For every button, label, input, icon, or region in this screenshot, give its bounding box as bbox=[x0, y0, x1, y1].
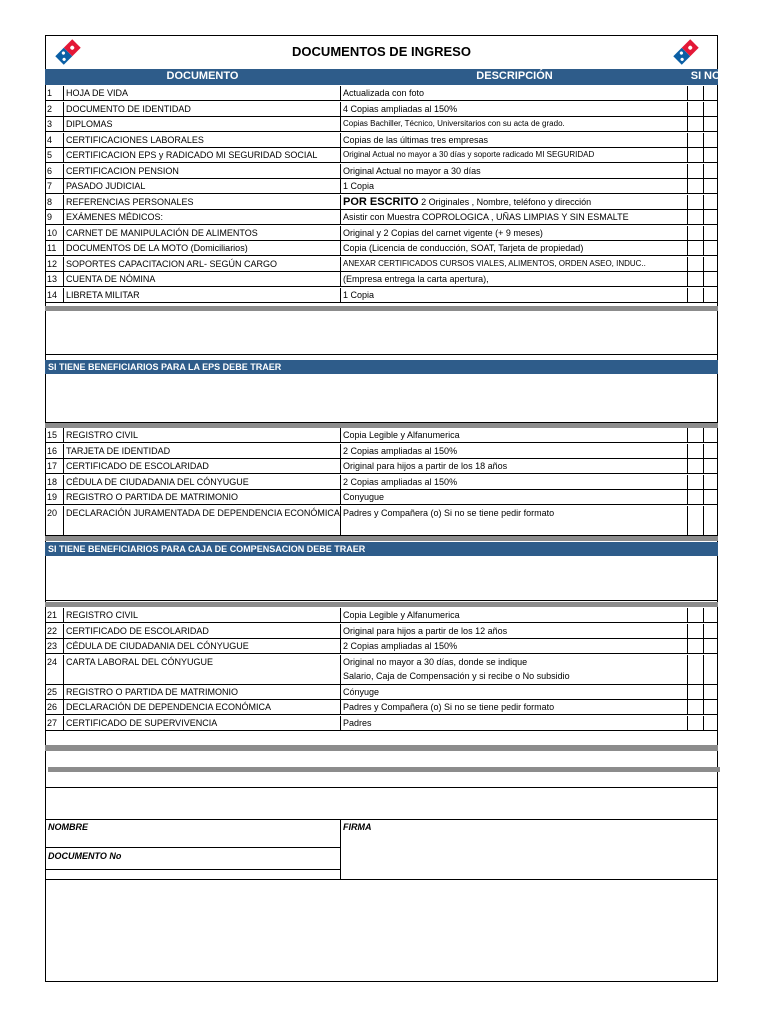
no-checkbox[interactable] bbox=[704, 241, 718, 256]
si-checkbox[interactable] bbox=[688, 444, 704, 459]
si-checkbox[interactable] bbox=[688, 506, 704, 536]
description-text: Original Actual no mayor a 30 días y soporte radicado MI SEGURIDAD bbox=[343, 150, 595, 159]
col-documento: DOCUMENTO bbox=[166, 70, 239, 82]
document-name: REGISTRO O PARTIDA DE MATRIMONIO bbox=[64, 685, 341, 700]
si-checkbox[interactable] bbox=[688, 117, 704, 132]
si-checkbox[interactable] bbox=[688, 86, 704, 101]
divider bbox=[45, 819, 718, 820]
description-text: 2 Copias ampliadas al 150% bbox=[343, 641, 458, 651]
description-text: 1 Copia bbox=[343, 181, 375, 191]
row-number: 5 bbox=[45, 148, 64, 163]
description-text: Original y 2 Copias del carnet vigente (+ 9 meses) bbox=[343, 227, 543, 238]
description-text: 1 Copia bbox=[343, 289, 375, 300]
document-description bbox=[341, 195, 688, 210]
document-name: CERTIFICADO DE ESCOLARIDAD bbox=[64, 459, 341, 474]
description-text: Copias de las últimas tres empresas bbox=[343, 134, 489, 145]
document-description bbox=[341, 506, 688, 536]
row-number: 27 bbox=[45, 716, 64, 731]
no-checkbox[interactable] bbox=[704, 506, 718, 536]
description-text: (Empresa entrega la carta apertura), bbox=[343, 274, 489, 284]
no-checkbox[interactable] bbox=[704, 86, 718, 101]
si-checkbox[interactable] bbox=[688, 608, 704, 623]
eps-banner: SI TIENE BENEFICIARIOS PARA LA EPS DEBE TRAER bbox=[45, 360, 718, 374]
document-name: DIPLOMAS bbox=[64, 117, 341, 132]
no-checkbox[interactable] bbox=[704, 428, 718, 443]
table-row bbox=[45, 459, 718, 474]
table-row bbox=[45, 288, 718, 303]
description-text: Copia Legible y Alfanumerica bbox=[343, 610, 460, 620]
no-checkbox[interactable] bbox=[704, 459, 718, 474]
si-checkbox[interactable] bbox=[688, 257, 704, 272]
no-checkbox[interactable] bbox=[704, 700, 718, 715]
table-row bbox=[45, 226, 718, 241]
document-description bbox=[341, 86, 688, 101]
si-checkbox[interactable] bbox=[688, 459, 704, 474]
no-checkbox[interactable] bbox=[704, 257, 718, 272]
si-checkbox[interactable] bbox=[688, 241, 704, 256]
document-name: CUENTA DE NÓMINA bbox=[64, 272, 341, 287]
col-descripcion: DESCRIPCIÓN bbox=[476, 70, 553, 82]
row-number: 17 bbox=[45, 459, 64, 474]
row-number: 4 bbox=[45, 133, 64, 148]
no-checkbox[interactable] bbox=[704, 608, 718, 623]
si-checkbox[interactable] bbox=[688, 639, 704, 654]
no-checkbox[interactable] bbox=[704, 444, 718, 459]
si-checkbox[interactable] bbox=[688, 272, 704, 287]
no-checkbox[interactable] bbox=[704, 685, 718, 700]
document-name: CÉDULA DE CIUDADANIA DEL CÓNYUGUE bbox=[64, 639, 341, 654]
document-name: REFERENCIAS PERSONALES bbox=[64, 195, 341, 210]
divider bbox=[45, 354, 718, 355]
si-checkbox[interactable] bbox=[688, 685, 704, 700]
si-checkbox[interactable] bbox=[688, 210, 704, 225]
row-number: 25 bbox=[45, 685, 64, 700]
row-number: 2 bbox=[45, 102, 64, 117]
document-name: HOJA DE VIDA bbox=[64, 86, 341, 101]
si-checkbox[interactable] bbox=[688, 700, 704, 715]
no-checkbox[interactable] bbox=[704, 195, 718, 210]
row-number: 16 bbox=[45, 444, 64, 459]
si-checkbox[interactable] bbox=[688, 490, 704, 505]
no-checkbox[interactable] bbox=[704, 102, 718, 117]
document-description bbox=[341, 490, 688, 505]
no-checkbox[interactable] bbox=[704, 624, 718, 639]
si-checkbox[interactable] bbox=[688, 624, 704, 639]
description-text: Cónyuge bbox=[343, 686, 380, 697]
document-name: LIBRETA MILITAR bbox=[64, 288, 341, 303]
document-description bbox=[341, 444, 688, 459]
document-name: DOCUMENTOS DE LA MOTO (Domiciliarios) bbox=[64, 241, 341, 256]
table-row bbox=[45, 685, 718, 700]
table-row bbox=[45, 490, 718, 505]
caja-banner: SI TIENE BENEFICIARIOS PARA CAJA DE COMPENSACION DEBE TRAER bbox=[45, 542, 718, 556]
page-title: DOCUMENTOS DE INGRESO bbox=[292, 44, 471, 59]
document-description bbox=[341, 428, 688, 443]
row-number: 26 bbox=[45, 700, 64, 715]
no-checkbox[interactable] bbox=[704, 210, 718, 225]
description-text: Padres bbox=[343, 717, 372, 728]
document-description bbox=[341, 639, 688, 654]
row-number: 21 bbox=[45, 608, 64, 623]
col-no: NO bbox=[704, 70, 721, 82]
table-row bbox=[45, 241, 718, 256]
si-checkbox[interactable] bbox=[688, 133, 704, 148]
row-number: 12 bbox=[45, 257, 64, 272]
documento-label: DOCUMENTO No bbox=[48, 851, 122, 861]
description-text: Padres y Compañera (o) Si no se tiene pedir formato bbox=[343, 507, 555, 518]
separator bbox=[45, 745, 718, 751]
col-si: SI bbox=[690, 70, 702, 82]
document-description bbox=[341, 133, 688, 148]
no-checkbox[interactable] bbox=[704, 226, 718, 241]
no-checkbox[interactable] bbox=[704, 490, 718, 505]
table-row bbox=[45, 210, 718, 225]
description-text: Asistir con Muestra COPROLOGICA , UÑAS LIMPIAS Y SIN ESMALTE bbox=[343, 212, 629, 222]
description-text: 4 Copias ampliadas al 150% bbox=[343, 103, 458, 114]
document-name: CARNET DE MANIPULACIÓN DE ALIMENTOS bbox=[64, 226, 341, 241]
document-description bbox=[341, 226, 688, 241]
table-row bbox=[45, 195, 718, 210]
row-number: 14 bbox=[45, 288, 64, 303]
document-description bbox=[341, 272, 688, 287]
description-text: Padres y Compañera (o) Si no se tiene pedir formato bbox=[343, 702, 555, 712]
description-text: Original no mayor a 30 días, donde se indique bbox=[343, 656, 528, 667]
description-text: Copias Bachiller, Técnico, Universitarios con su acta de grado. bbox=[343, 119, 565, 128]
document-description bbox=[341, 102, 688, 117]
si-checkbox[interactable] bbox=[688, 179, 704, 194]
table-row bbox=[45, 133, 718, 148]
description-text: 2 Copias ampliadas al 150% bbox=[343, 476, 458, 487]
separator bbox=[45, 536, 718, 541]
document-description bbox=[341, 459, 688, 474]
row-number: 11 bbox=[45, 241, 64, 256]
table-row bbox=[45, 102, 718, 117]
table-row bbox=[45, 148, 718, 163]
separator bbox=[45, 306, 718, 311]
domino-logo-icon bbox=[671, 37, 701, 67]
table-row bbox=[45, 639, 718, 654]
table-row bbox=[45, 179, 718, 194]
divider bbox=[45, 869, 340, 870]
table-row bbox=[45, 272, 718, 287]
document-name: REGISTRO CIVIL bbox=[64, 428, 341, 443]
document-description bbox=[341, 716, 688, 731]
document-description bbox=[341, 117, 688, 132]
table-row bbox=[45, 257, 718, 272]
table-row bbox=[45, 506, 718, 536]
description-text: ANEXAR CERTIFICADOS CURSOS VIALES, ALIMENTOS, ORDEN ASEO, INDUC.. bbox=[343, 258, 646, 268]
table-row bbox=[45, 624, 718, 639]
document-name: EXÁMENES MÉDICOS: bbox=[64, 210, 341, 225]
document-name: REGISTRO O PARTIDA DE MATRIMONIO bbox=[64, 490, 341, 505]
separator bbox=[48, 767, 720, 772]
table-header bbox=[45, 69, 721, 85]
no-checkbox[interactable] bbox=[704, 272, 718, 287]
table-row bbox=[45, 444, 718, 459]
document-name: CERTIFICACION PENSION bbox=[64, 164, 341, 179]
table-row bbox=[45, 716, 718, 731]
divider bbox=[45, 879, 718, 880]
si-checkbox[interactable] bbox=[688, 148, 704, 163]
row-number: 10 bbox=[45, 226, 64, 241]
separator bbox=[45, 602, 718, 607]
si-checkbox[interactable] bbox=[688, 195, 704, 210]
table-row bbox=[45, 700, 718, 715]
no-checkbox[interactable] bbox=[704, 117, 718, 132]
divider bbox=[45, 787, 718, 788]
document-description bbox=[341, 257, 688, 272]
document-name: SOPORTES CAPACITACION ARL- SEGÚN CARGO bbox=[64, 257, 341, 272]
row-number: 6 bbox=[45, 164, 64, 179]
row-number: 15 bbox=[45, 428, 64, 443]
document-description bbox=[341, 700, 688, 715]
document-description bbox=[341, 655, 688, 685]
row-number: 24 bbox=[45, 655, 64, 685]
document-name: CARTA LABORAL DEL CÓNYUGUE bbox=[64, 655, 341, 685]
nombre-label: NOMBRE bbox=[48, 822, 88, 832]
divider bbox=[45, 847, 340, 848]
no-checkbox[interactable] bbox=[704, 639, 718, 654]
description-text: Original para hijos a partir de los 12 años bbox=[343, 625, 508, 636]
document-name: DECLARACIÓN DE DEPENDENCIA ECONÓMICA bbox=[64, 700, 341, 715]
document-name: PASADO JUDICIAL bbox=[64, 179, 341, 194]
description-text: Actualizada con foto bbox=[343, 88, 425, 98]
row-number: 9 bbox=[45, 210, 64, 225]
document-description bbox=[341, 164, 688, 179]
title-bar bbox=[45, 35, 718, 69]
row-number: 7 bbox=[45, 179, 64, 194]
si-checkbox[interactable] bbox=[688, 288, 704, 303]
si-checkbox[interactable] bbox=[688, 716, 704, 731]
description-text: Salario, Caja de Compensación y si recibe o No subsidio bbox=[343, 670, 570, 681]
description-text: 2 Originales , Nombre, teléfono y dirección bbox=[418, 196, 592, 207]
row-number: 8 bbox=[45, 195, 64, 210]
table-row bbox=[45, 428, 718, 443]
si-checkbox[interactable] bbox=[688, 164, 704, 179]
document-description bbox=[341, 685, 688, 700]
firma-label: FIRMA bbox=[343, 822, 372, 832]
no-checkbox[interactable] bbox=[704, 179, 718, 194]
document-name: DECLARACIÓN JURAMENTADA DE DEPENDENCIA ECONÓMICA bbox=[64, 506, 341, 536]
si-checkbox[interactable] bbox=[688, 428, 704, 443]
no-checkbox[interactable] bbox=[704, 475, 718, 490]
si-checkbox[interactable] bbox=[688, 655, 704, 685]
row-number: 13 bbox=[45, 272, 64, 287]
si-checkbox[interactable] bbox=[688, 475, 704, 490]
description-text: Copia Legible y Alfanumerica bbox=[343, 430, 460, 440]
row-number: 20 bbox=[45, 506, 64, 536]
table-row bbox=[45, 117, 718, 132]
document-name: TARJETA DE IDENTIDAD bbox=[64, 444, 341, 459]
document-description bbox=[341, 475, 688, 490]
document-description bbox=[341, 179, 688, 194]
no-checkbox[interactable] bbox=[704, 148, 718, 163]
row-number: 19 bbox=[45, 490, 64, 505]
table-row bbox=[45, 475, 718, 490]
document-name: DOCUMENTO DE IDENTIDAD bbox=[64, 102, 341, 117]
row-number: 1 bbox=[45, 86, 64, 101]
row-number: 3 bbox=[45, 117, 64, 132]
table-row bbox=[45, 86, 718, 101]
document-description bbox=[341, 608, 688, 623]
no-checkbox[interactable] bbox=[704, 164, 718, 179]
description-emphasis: POR ESCRITO bbox=[343, 195, 419, 208]
row-number: 18 bbox=[45, 475, 64, 490]
document-name: REGISTRO CIVIL bbox=[64, 608, 341, 623]
description-text: Original para hijos a partir de los 18 años bbox=[343, 461, 508, 471]
table-row bbox=[45, 164, 718, 179]
row-number: 23 bbox=[45, 639, 64, 654]
document-description bbox=[341, 624, 688, 639]
document-name: CERTIFICACIONES LABORALES bbox=[64, 133, 341, 148]
document-description bbox=[341, 241, 688, 256]
description-text: Conyugue bbox=[343, 492, 385, 502]
si-checkbox[interactable] bbox=[688, 226, 704, 241]
document-name: CERTIFICADO DE SUPERVIVENCIA bbox=[64, 716, 341, 731]
description-text: 2 Copias ampliadas al 150% bbox=[343, 445, 458, 456]
document-name: CERTIFICACION EPS y RADICADO MI SEGURIDAD SOCIAL bbox=[64, 148, 341, 163]
description-text: Copia (Licencia de conducción, SOAT, Tarjeta de propiedad) bbox=[343, 243, 584, 253]
document-description bbox=[341, 210, 688, 225]
no-checkbox[interactable] bbox=[704, 716, 718, 731]
description-text: Original Actual no mayor a 30 días bbox=[343, 165, 481, 176]
document-description bbox=[341, 148, 688, 163]
no-checkbox[interactable] bbox=[704, 133, 718, 148]
document-name: CÉDULA DE CIUDADANIA DEL CÓNYUGUE bbox=[64, 475, 341, 490]
table-row bbox=[45, 655, 718, 685]
document-name: CERTIFICADO DE ESCOLARIDAD bbox=[64, 624, 341, 639]
divider bbox=[45, 600, 718, 601]
no-checkbox[interactable] bbox=[704, 288, 718, 303]
si-checkbox[interactable] bbox=[688, 102, 704, 117]
no-checkbox[interactable] bbox=[704, 655, 718, 685]
table-row bbox=[45, 608, 718, 623]
document-description bbox=[341, 288, 688, 303]
row-number: 22 bbox=[45, 624, 64, 639]
divider bbox=[340, 819, 341, 879]
